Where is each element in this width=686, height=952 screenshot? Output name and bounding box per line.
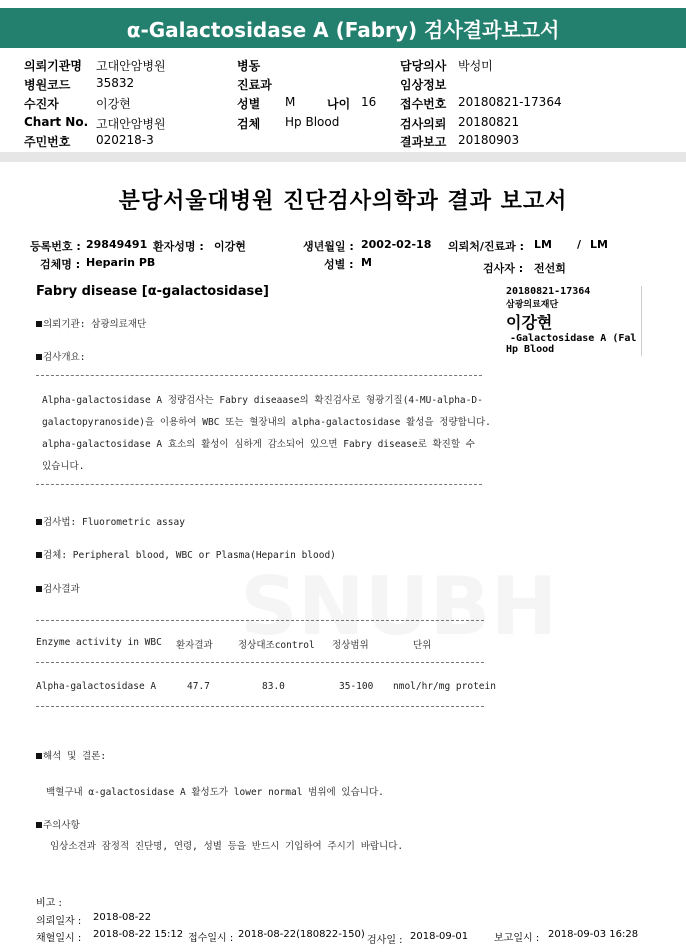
overview-line: 있습니다.: [42, 461, 85, 472]
dashed-rule: [36, 706, 484, 707]
field-key: 검체: [237, 117, 261, 131]
interpretation-heading: 해석 및 결론:: [36, 748, 106, 762]
field-value: M: [285, 95, 296, 109]
table-cell-control: 83.0: [262, 681, 285, 692]
method-line: 검사법: Fluorometric assay: [36, 514, 185, 528]
sex-value: M: [361, 256, 372, 269]
field-value: 고대안암병원: [96, 117, 166, 131]
dashed-rule: [36, 375, 482, 376]
remark-label: 비고 :: [36, 898, 62, 909]
field-key: 나이: [327, 97, 351, 111]
receive-datetime: 2018-08-22(180822-150): [238, 929, 365, 940]
collect-datetime: 2018-08-22 15:12: [93, 929, 184, 940]
field-value: 16: [361, 95, 377, 109]
interpretation-text: 백혈구내 α-galactosidase A 활성도가 lower normal 범위에 있습니다.: [46, 787, 384, 798]
receive-label: 접수일시 :: [188, 933, 234, 944]
reg-no-label: 등록번호 :: [30, 240, 81, 253]
request-date: 2018-08-22: [93, 912, 152, 923]
patient-name-label: 환자성명 :: [153, 240, 204, 253]
field-key: 담당의사: [400, 59, 447, 73]
field-value: 고대안암병원: [96, 59, 166, 73]
request-date-label: 의뢰일자 :: [36, 916, 82, 927]
caution-text: 임상소견과 잠정적 진단명, 연령, 성별 등을 반드시 기입하여 주시기 바랍니다.: [50, 841, 404, 852]
dept-separator: /: [577, 238, 582, 251]
specimen-label: 검체명 :: [40, 258, 81, 271]
field-key: 수진자: [24, 97, 59, 111]
dashed-rule: [36, 662, 484, 663]
field-key: 임상정보: [400, 78, 447, 92]
report-datetime: 2018-09-03 16:28: [548, 929, 639, 940]
table-header-range: 정상범위: [332, 640, 369, 651]
table-cell-result: 47.7: [187, 681, 210, 692]
field-key: Chart No.: [24, 115, 89, 129]
reg-no: 29849491: [86, 238, 148, 251]
sticker-lab: 삼광의료재단: [506, 300, 559, 310]
test-date: 2018-09-01: [410, 931, 469, 942]
patient-name: 이강현: [214, 240, 246, 253]
field-key: 검사의뢰: [400, 117, 447, 131]
field-key: 접수번호: [400, 97, 447, 111]
result-heading: 검사결과: [36, 581, 80, 595]
overview-line: Alpha-galactosidase A 정량검사는 Fabry diseaase의 확진검사로 형광기질(4-MU-alpha-D-: [42, 395, 483, 406]
examiner-name: 전선희: [534, 262, 566, 275]
dashed-rule: [36, 484, 482, 485]
table-header-result: 환자결과: [176, 640, 213, 651]
dept-b: LM: [590, 238, 608, 251]
field-key: 병원코드: [24, 78, 71, 92]
dept-a: LM: [534, 238, 552, 251]
field-value: 020218-3: [96, 133, 154, 147]
specimen-line: 검체: Peripheral blood, WBC or Plasma(Heparin blood): [36, 547, 336, 561]
table-header-test: Enzyme activity in WBC: [36, 637, 162, 648]
sticker-specimen: Hp Blood: [506, 344, 555, 355]
field-key: 병동: [237, 59, 261, 73]
field-value: 35832: [96, 76, 135, 90]
collect-label: 채혈일시 :: [36, 933, 82, 944]
sex-label: 성별 :: [324, 258, 354, 271]
field-value: 이강현: [96, 97, 131, 111]
institution-line: 의뢰기관: 삼광의료재단: [36, 316, 146, 330]
specimen-sticker: [506, 286, 642, 356]
field-key: 주민번호: [24, 135, 71, 149]
table-cell-unit: nmol/hr/mg protein: [393, 681, 496, 692]
field-value: 20180903: [458, 133, 520, 147]
overview-line: galactopyranoside)을 이용하여 WBC 또는 혈장내의 alpha-galactosidase 활성을 정량합니다.: [42, 417, 491, 428]
field-key: 성별: [237, 97, 261, 111]
sticker-patient: 이강현: [506, 313, 553, 332]
field-key: 결과보고: [400, 135, 447, 149]
test-section-title: Fabry disease [α-galactosidase]: [36, 284, 269, 299]
dashed-rule: [36, 620, 484, 621]
report-label: 보고일시 :: [494, 933, 540, 944]
overview-line: alpha-galactosidase A 효소의 활성이 심하게 감소되어 있으면 Fabry disease로 확진할 수: [42, 439, 475, 450]
examiner-label: 검사자 :: [483, 262, 524, 275]
report-title: 분당서울대병원 진단검사의학과 결과 보고서: [118, 189, 568, 214]
sticker-receipt-no: 20180821-17364: [506, 286, 591, 297]
section-divider: [0, 152, 686, 162]
sticker-test: -Galactosidase A (Fal: [510, 333, 637, 344]
specimen-name: Heparin PB: [86, 256, 156, 269]
field-value: 20180821: [458, 115, 520, 129]
field-value: 박성미: [458, 59, 493, 73]
dept-label: 의뢰처/진료과 :: [448, 240, 525, 253]
field-key: 진료과: [237, 78, 272, 92]
caution-heading: 주의사항: [36, 817, 80, 831]
field-value: 20180821-17364: [458, 95, 562, 109]
field-value: Hp Blood: [285, 115, 340, 129]
overview-heading: 검사개요:: [36, 349, 85, 363]
table-cell-test: Alpha-galactosidase A: [36, 681, 157, 692]
table-header-unit: 단위: [413, 640, 432, 651]
birth-date: 2002-02-18: [361, 238, 432, 251]
report-header-title: α-Galactosidase A (Fabry) 검사결과보고서: [0, 8, 686, 48]
table-header-control: 정상대조control: [238, 640, 315, 651]
test-date-label: 검사일 :: [367, 935, 403, 946]
birth-label: 생년월일 :: [303, 240, 354, 253]
field-key: 의뢰기관명: [24, 59, 82, 73]
table-cell-range: 35-100: [339, 681, 374, 692]
